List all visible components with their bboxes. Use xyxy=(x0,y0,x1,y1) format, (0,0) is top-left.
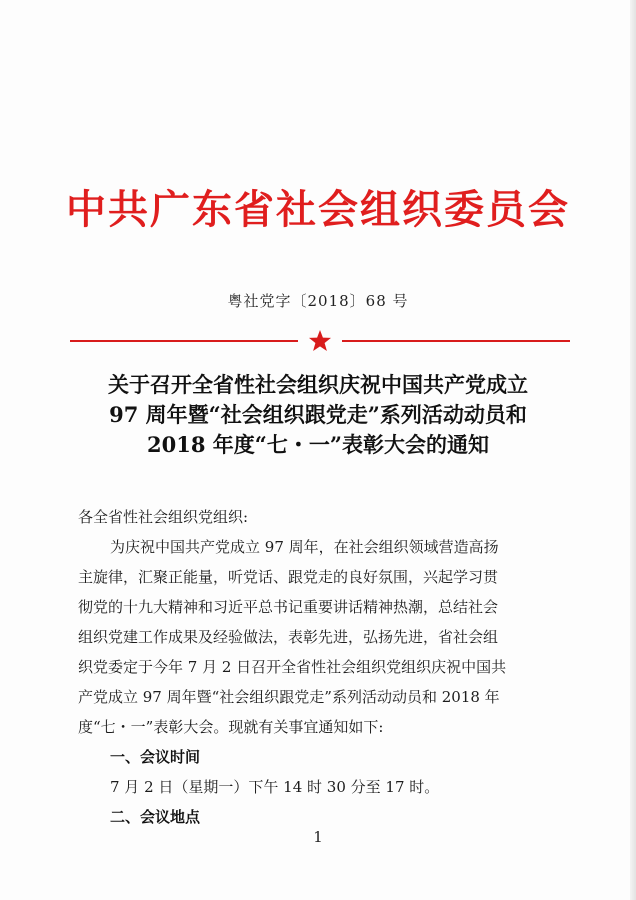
title-line-3: 2018 年度“七・一”表彰大会的通知 xyxy=(147,432,489,457)
red-star-icon xyxy=(308,329,332,353)
title-line-2: 97 周年暨“社会组织跟党走”系列活动动员和 xyxy=(109,402,527,427)
paragraph-line-7: 度“七・一”表彰大会。现就有关事宜通知如下: xyxy=(78,718,384,736)
paragraph-line-2: 主旋律，汇聚正能量，听党话、跟党走的良好氛围，兴起学习贯 xyxy=(78,568,499,586)
page-number: 1 xyxy=(313,828,323,846)
title-line-1: 关于召开全省性社会组织庆祝中国共产党成立 xyxy=(108,372,528,397)
paragraph-line-1: 为庆祝中国共产党成立 97 周年，在社会组织领域营造高扬 xyxy=(110,538,499,556)
salutation: 各全省性社会组织党组织: xyxy=(78,508,249,526)
document-number: 粤社党字〔2018〕68 号 xyxy=(227,292,409,310)
section-heading-1: 一、会议时间 xyxy=(110,748,201,766)
paragraph-line-3: 彻党的十九大精神和习近平总书记重要讲话精神热潮，总结社会 xyxy=(78,598,499,616)
paragraph-line-4: 组织党建工作成果及经验做法，表彰先进，弘扬先进，省社会组 xyxy=(78,628,499,646)
red-divider xyxy=(70,329,570,353)
divider-rule-right xyxy=(342,340,570,342)
paragraph-line-5: 织党委定于今年 7 月 2 日召开全省性社会组织党组织庆祝中国共 xyxy=(78,658,507,676)
section-heading-2: 二、会议地点 xyxy=(110,808,201,826)
notice-title xyxy=(40,370,596,460)
scan-edge-shadow xyxy=(630,0,636,900)
paragraph-line-6: 产党成立 97 周年暨“社会组织跟党走”系列活动动员和 2018 年 xyxy=(78,688,500,706)
masthead-organization: 中共广东省社会组织委员会 xyxy=(66,186,570,233)
divider-rule-left xyxy=(70,340,298,342)
section-text-1: 7 月 2 日（星期一）下午 14 时 30 分至 17 时。 xyxy=(110,778,440,796)
